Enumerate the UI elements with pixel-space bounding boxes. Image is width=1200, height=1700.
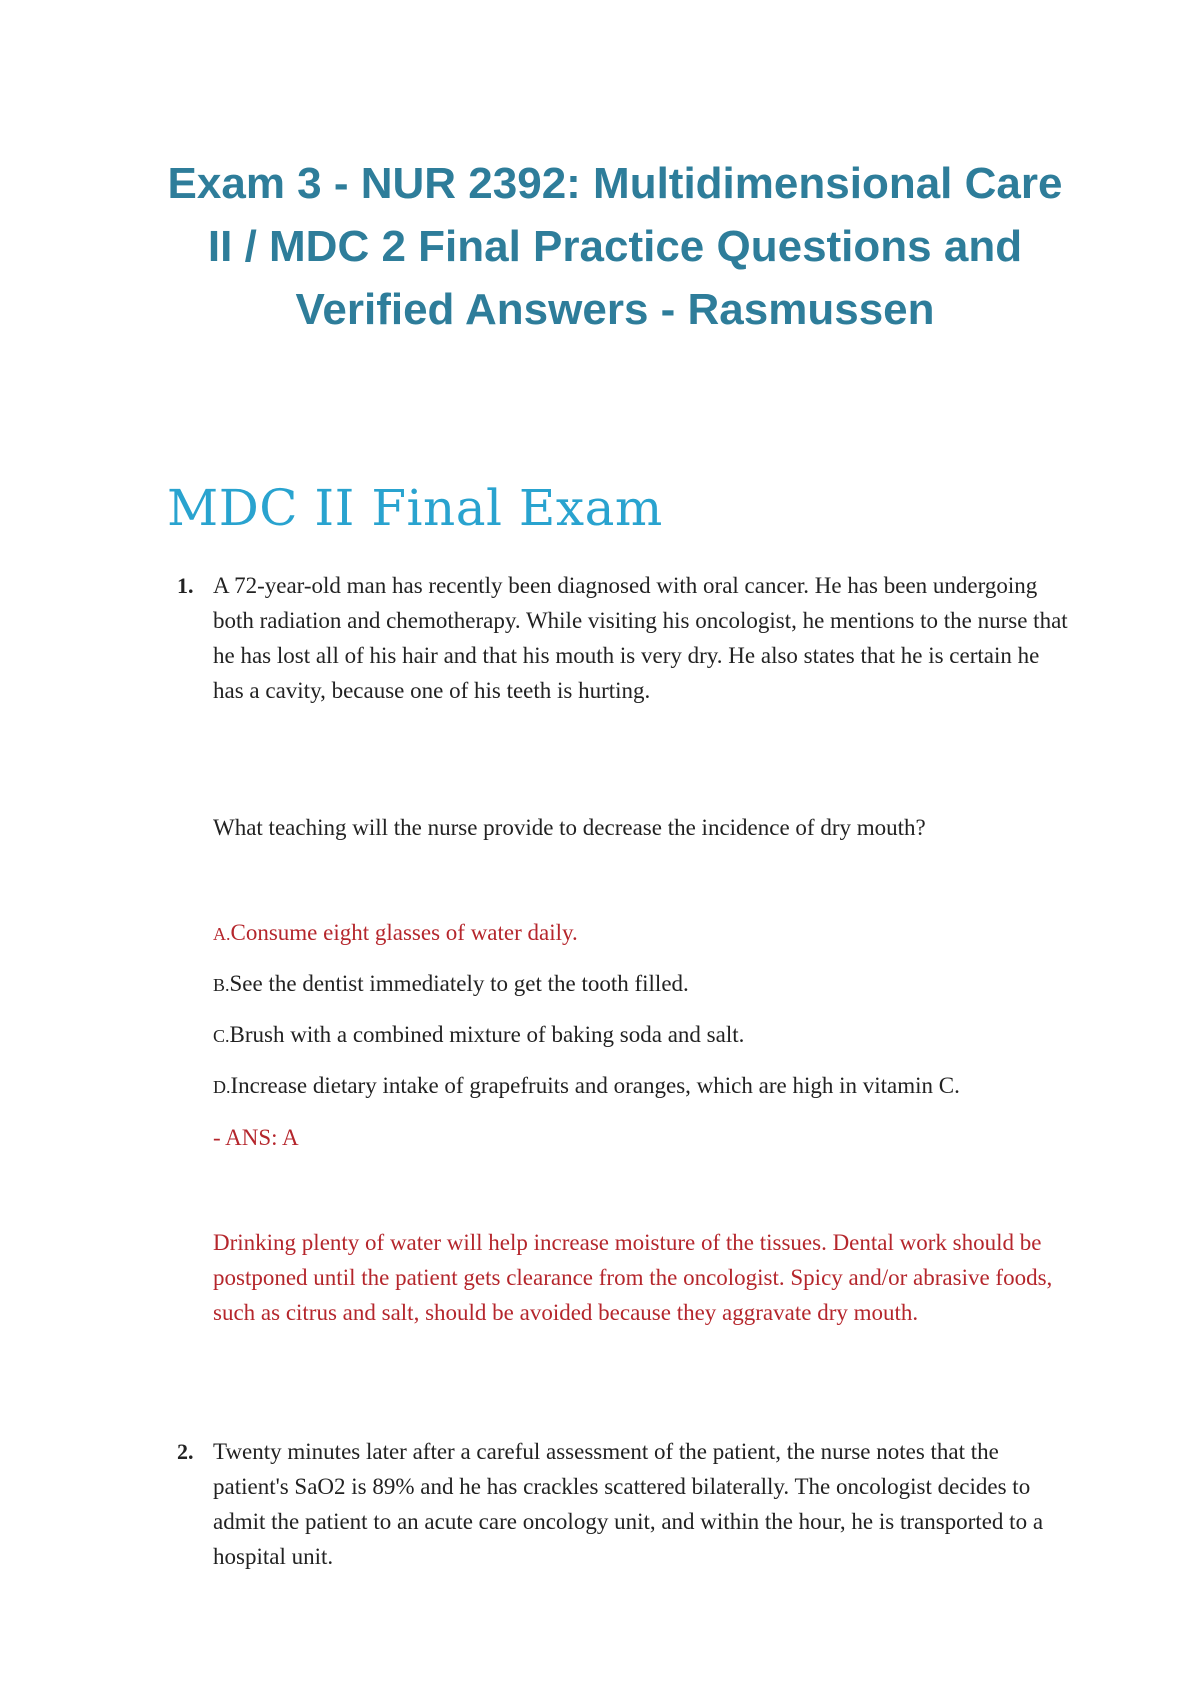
- document-title: Exam 3 - NUR 2392: Multidimensional Care II / MDC 2 Final Practice Questions and Verified Answers - Rasmussen: [167, 159, 1063, 334]
- option-d-text: Increase dietary intake of grapefruits and oranges, which are high in vitamin C.: [230, 1073, 960, 1098]
- option-a-text: Consume eight glasses of water daily.: [230, 920, 578, 945]
- answer-key: - ANS: A: [213, 1125, 299, 1150]
- answer-rationale: Drinking plenty of water will help increase moisture of the tissues. Dental work should be postponed until the patient gets clearance from the oncologist. Spicy and/or abrasive foods, such as citrus and salt, should be avoided because they aggravate dry mouth.: [213, 1230, 1053, 1325]
- option-b-letter: B.: [213, 975, 230, 995]
- option-d: [213, 1068, 1093, 1105]
- option-b-text: See the dentist immediately to get the tooth filled.: [229, 971, 689, 996]
- question-1-prompt: What teaching will the nurse provide to decrease the incidence of dry mouth?: [213, 815, 926, 840]
- option-d-letter: D.: [213, 1077, 231, 1097]
- question-2-text: Twenty minutes later after a careful assessment of the patient, the nurse notes that the patient's SaO2 is 89% and he has crackles scattered bilaterally. The oncologist decides to admit the patient to an acute care oncology unit, and within the hour, he is transported to a hospital unit.: [213, 1439, 1044, 1569]
- option-c: [213, 1017, 1093, 1054]
- option-c-letter: C.: [213, 1026, 230, 1046]
- question-2-number: 2.: [177, 1439, 194, 1464]
- question-1-text: A 72-year-old man has recently been diagnosed with oral cancer. He has been undergoing both radiation and chemotherapy. While visiting his oncologist, he mentions to the nurse that he has lost all of his hair and that his mouth is very dry. He also states that he is certain he has a cavity, because one of his teeth is hurting.: [213, 573, 1068, 703]
- option-c-text: Brush with a combined mixture of baking soda and salt.: [229, 1022, 745, 1047]
- section-heading: MDC II Final Exam: [167, 479, 663, 537]
- question-1-number: 1.: [177, 573, 194, 598]
- option-b: [213, 966, 1093, 1003]
- option-a: [213, 915, 1093, 952]
- option-a-letter: A.: [213, 924, 231, 944]
